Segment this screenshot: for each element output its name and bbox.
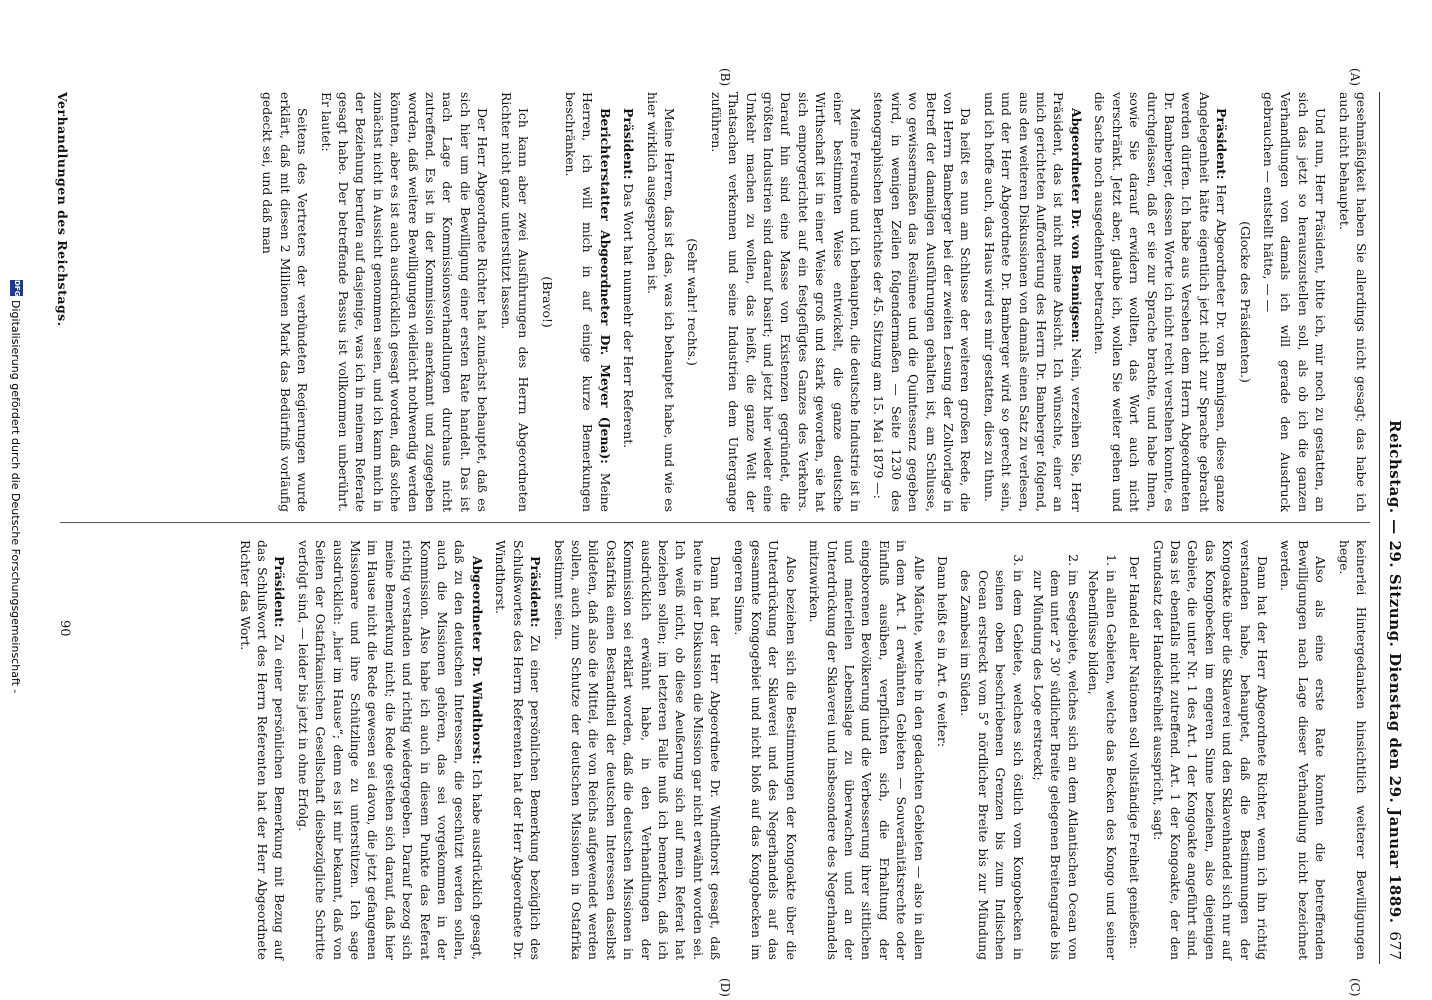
- speaker-label: Präsident:: [621, 108, 637, 180]
- quotation: Meine Freunde und ich behaupten, die deutsche Industrie ist in einer bestimmten Weise entwickelt, die ganze deutsche Wirthschaft ist in einer Weise groß und stark geworden, sie hat sich emporgerichtet auf ein festgefügtes Ganzes des Verkehrs. Darauf hin sind eine Masse von Existenzen gegründet, die größten Industrien sind darauf basirt; und jetzt hier wieder eine Umkehr machen zu wollen, das heißt, die ganze Welt der Thatsachen verkennen und seine Industrien dem Untergange zuführen.: [708, 92, 864, 512]
- paragraph: gesehmäßigkeit haben Sie allerdings nicht gesagt; das habe ich auch nicht behauptet.: [1336, 92, 1369, 512]
- speech-paragraph: [1091, 92, 1230, 512]
- left-column: [253, 92, 1370, 512]
- paragraph: Dann hat der Herr Abgeordnete Dr. Windthorst gesagt, daß heute in der Diskussion die Mission gar nicht erwähnt worden sei. Ich weiß nicht, ob diese Aeußerung sich auf mein Referat hat beziehen sollen; im letzteren Falle muß ich bemerken, daß ich ausdrücklich erwähnt habe, in den Verhandlungen der Kommission sei erklärt worden, daß die deutschen Missionen in Ostafrika einen Bestandtheil der deutschen Interessen daselbst bildeten, daß also die Mittel, die von Reichs aufgewendet werden sollen, auch zum Schutze der deutschen Missionen in Ostafrika bestimmt seien.: [551, 540, 724, 960]
- speech-paragraph: [236, 540, 288, 960]
- paragraph: keinerlei Hintergedanken hinsichtlich weiterer Bewilligungen hege.: [1336, 540, 1369, 960]
- paragraph: Also als eine erste Rate konnten die betreffenden Bewilligungen nach Lage dieser Verhandlung nicht bezeichnet werden.: [1278, 540, 1329, 960]
- margin-marker-a: (A): [1348, 68, 1362, 87]
- speaker-label: Präsident:: [272, 556, 288, 628]
- speech-text: Das Wort hat nunmehr der Herr Referent.: [621, 183, 637, 449]
- list-item: 3. in dem Gebiete, welches sich östlich vom Kongobecken in seinen oben beschriebenen Grenzen bis zum Indischen Ocean erstreckt vom 5° nördlicher Breite bis zur Mündung des Zambesi im Süden.: [957, 570, 1027, 960]
- speaker-label: Berichterstatter Abgeordneter Dr. Meyer (Jena):: [597, 108, 613, 464]
- stage-direction: (Bravo!): [539, 276, 555, 328]
- digitization-note: Digitalisierung gefördert durch die Deutsche Forschungsgemeinschaft -: [9, 300, 22, 694]
- speech-text: Nein, verzeihen Sie, Herr Präsident, das ist nicht meine Absicht. Ich wünschte, einer an mich gerichteten Aufforderung des Herrn Dr. Bamberger folgend, aus den weiteren Diskussionen von damals einen Satz zu verlesen, und der Herr Abgeordnete Dr. Bamberger wird so gerecht sein, und ich hoffe auch, das Haus wird es mir gestatten, dies zu thun.: [981, 92, 1084, 512]
- page-number-bottom: 90: [57, 620, 72, 637]
- quotation: Seitens des Vertreters der verbündeten Regierungen wurde erklärt, daß mit diesen 2 Millionen Mark das Bedürfniß vorläufig gedeckt sei, und daß man: [260, 92, 311, 512]
- speech-text: Meine Herren, ich will mich in auf einige kurze Bemerkungen beschränken.: [562, 92, 613, 512]
- speech-text: Herr Abgeordneter Dr. von Bennigsen, diese ganze Angelegenheit hätte eigentlich jetzt nicht zur Sprache gebracht werden dürfen. Ich habe aus Versehen dem Herrn Abgeordneten Dr. Bamberger, dessen Worte ich nicht recht verstehen konnte, es durchgelassen, daß er sie zur Sprache brachte, und habe Ihnen, sowie Sie darauf erwidern wollten, das Wort auch nicht verschränkt. Jetzt aber, glaube ich, wollen Sie weiter gehen und die Sache noch ausgedehnter betrachten.: [1092, 92, 1230, 512]
- paragraph: Ich kann aber zwei Ausführungen des Herrn Abgeordneten Richter nicht ganz unterstützt lassen.: [498, 92, 532, 512]
- speaker-label: Abgeordneter Dr. von Bennigsen:: [1068, 108, 1084, 343]
- list-item: 1. in allen Gebieten, welche das Becken des Kongo und seiner Nebenflüsse bilden,: [1085, 570, 1120, 960]
- paragraph: Dann heißt es in Art. 6 weiter:: [935, 556, 951, 748]
- header-rule: [1379, 92, 1380, 964]
- right-column: [230, 540, 1370, 960]
- speech-text: Ich habe ausdrücklich gesagt, daß zu den deutschen Interessen, die geschützt werden sollen, auch die Missionen gehören, das sei vorgekommen in der Kommission. Also habe ich auch in diesem Punkte das Referat richtig verstanden und richtig wiedergegeben. Darauf bezog sich meine Bemerkung nicht; die Rede gestehen sich darauf, daß hier im Hause nicht die Rede gewesen sei davon, die jetzt gefangenen Missionare und ihre Schützlinge zu unterstützen. Ich sage ausdrücklich: „hier im Hause“; denn es ist mir bekannt, daß von Seiten der Ostafrikanischen Gesellschaft diesbezügliche Schritte verfolgt sind, — leider bis jetzt in ohne Erfolg.: [295, 540, 485, 960]
- footer-title: Verhandlungen des Reichstags.: [55, 92, 70, 327]
- dfg-logo: DFG: [10, 280, 23, 296]
- paragraph: Dann hat der Herr Abgeordnete Richter, wenn ich ihn richtig verstanden habe, behauptet, daß die Bestimmungen der Kongoakte über die Sklaverei und den Sklavenhandel sich nur auf das Kongobecken im engeren Sinne beziehen, also diejenigen Gebiete, die unter Nr. 1 des Art. 1 der Kongoakte angeführt sind. Das ist ebenfalls nicht zutreffend. Art. 1 der Kongoakte, der den Grundsatz der Handelsfreiheit ausspricht, sagt:: [1150, 540, 1270, 960]
- paragraph: Meine Herren, das ist das, was ich behauptet habe, und wie es hier wirklich ausgesprochen ist.: [644, 92, 677, 512]
- page-header: [1372, 0, 1432, 1000]
- paragraph: Der Handel aller Nationen soll vollständige Freiheit genießen:: [1127, 556, 1143, 950]
- speech-text: Zu einer persönlichen Bemerkung bezüglich des Schlußwortes des Herrn Referenten hat der Herr Abgeordnete Dr. Windthorst.: [493, 540, 544, 960]
- speech-text: Zu einer persönlichen Bemerkung mit Bezug auf das Schlußwort des Herrn Referenten hat der Herr Abgeordnete Richter das Wort.: [237, 540, 288, 960]
- speaker-label: Präsident:: [528, 556, 544, 628]
- list-item: 2. im Seegebiete, welches sich an dem Atlantischen Ocean von dem unter 2° 30' südlicher Breite gelegenen Breitengrade bis zur Mündung des Loge erstreckt;: [1030, 570, 1082, 960]
- margin-marker-d: (D): [718, 978, 732, 997]
- margin-marker-b: (B): [718, 68, 732, 87]
- page-number-top: 677: [1386, 931, 1404, 960]
- speech-paragraph: [980, 92, 1084, 512]
- column-divider: [60, 522, 1370, 523]
- paragraph: Also beziehen sich die Bestimmungen der Kongoakte über die Unterdrückung der Sklaverei und des Negerhandels auf das gesammte Kongogebiet und nicht bloß auf das Kongobecken im engeren Sinne.: [731, 540, 799, 960]
- running-head: Reichstag. — 29. Sitzung. Dienstag den 29. Januar 1889.: [1386, 420, 1404, 924]
- speech-paragraph: [294, 540, 485, 960]
- speech-paragraph: [492, 540, 544, 960]
- stage-direction: (Glocke des Präsidenten.): [1237, 221, 1253, 383]
- speaker-label: Präsident:: [1214, 108, 1230, 180]
- speech-paragraph: [562, 92, 614, 512]
- paragraph: Da heißt es nun am Schlusse der weiteren großen Rede, die von Herrn Bamberger bei der zweiten Lesung der Zollvorlage in Betreff der damaligen Ausführungen gehalten ist, am Schlusse, wo gewissermaßen das Resümee und die Quintessenz gegeben wird, in wenigen Zeilen folgendermaßen — Seite 1230 des stenographischen Berichtes der 45. Sitzung am 15. Mai 1879 —:: [871, 92, 974, 512]
- speaker-label: Abgeordneter Dr. Windthorst:: [469, 556, 485, 765]
- quotation: Alle Mächte, welche in den gedachten Gebieten — also in allen in dem Art. 1 erwähnten Gebieten — Souveränitätsrechte oder Einfluß ausüben, verpflichten sich, die Erhaltung der eingeborenen Bevölkerung und die Verbesserung ihrer sittlichen und materiellen Lebenslage zu überwachen und an der Unterdrückung der Sklaverei und insbesondere des Negerhandels mitzuwirken.: [807, 540, 927, 960]
- speech-paragraph: [620, 92, 637, 512]
- paragraph: Der Herr Abgeordnete Richter hat zunächst behauptet, daß es sich hier um die Bewilligung einer ersten Rate handelt. Das ist nach Lage der Kommissionsverhandlungen durchaus nicht zutreffend. Es ist in der Kommission anerkannt und zugegeben worden, daß weitere Bewilligungen vielleicht nothwendig werden könnten, aber es ist auch ausdrücklich gesagt worden, daß solche zunächst nicht in Aussicht genommen seien, und ich kann mich in der Beziehung berufen auf dasjenige, was ich in meinem Referate gesagt habe. Der betreffende Passus ist vollkommen unberührt. Er lautet:: [318, 92, 491, 512]
- paragraph: Und nun, Herr Präsident, bitte ich, mir noch zu gestatten, an sich das jetzt so herauszustellen soll, als ob ich die ganzen Verhandlungen von damals ich will gerade den Ausdruck gebrauchen — entstellt hätte, — —: [1260, 92, 1329, 512]
- stage-direction: (Sehr wahr! rechts.): [685, 238, 701, 366]
- margin-marker-c: (C): [1348, 978, 1362, 997]
- numbered-list: [957, 540, 1120, 960]
